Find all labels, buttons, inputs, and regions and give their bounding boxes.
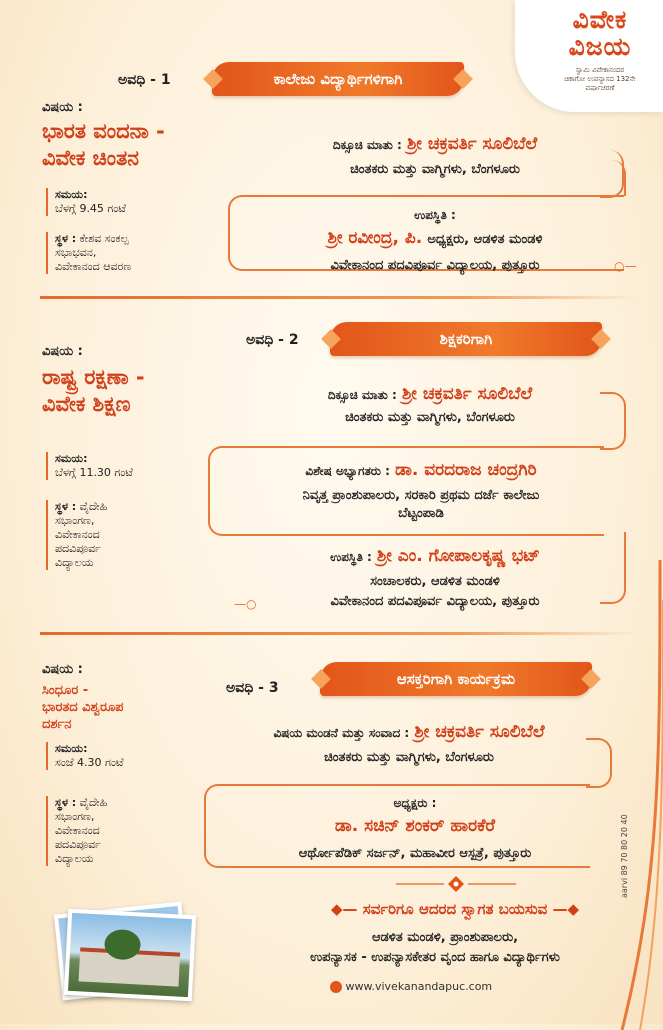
session2-time-value: ಬೆಳಗ್ಗೆ 11.30 ಗಂಟೆ <box>55 466 133 479</box>
session2-speaker2-desc2: ಬೆಟ್ಟಂಪಾಡಿ <box>398 506 444 521</box>
session2-venue-line2: ಸಭಾಂಗಣ, <box>55 514 95 527</box>
session3-venue-line3: ವಿವೇಕಾನಂದ <box>55 824 100 837</box>
session3-topic-line1: ಸಿಂಧೂರ - <box>42 683 89 698</box>
session3-venue-line2: ಸಭಾಂಗಣ, <box>55 810 95 823</box>
session2-venue-line1: ವೈದೇಹಿ <box>79 500 108 513</box>
website-text: www.vivekanandapuc.com <box>345 980 493 993</box>
session1-speaker2 <box>240 228 630 248</box>
welcome-title-text: ಸರ್ವರಿಗೂ ಆದರದ ಸ್ವಾಗತ ಬಯಸುವ <box>362 900 548 918</box>
session3-time-label: ಸಮಯ: <box>55 742 88 755</box>
session3-venue-line4: ಪದವಿಪೂರ್ವ <box>55 838 101 851</box>
session2-speaker3-name: ಶ್ರೀ ಎಂ. ಗೋಪಾಲಕೃಷ್ಣ ಭಟ್ <box>376 546 540 566</box>
session2-speaker3-role: ಉಪಸ್ಥಿತಿ : <box>330 550 372 564</box>
session1-speaker2-desc: ವಿವೇಕಾನಂದ ಪದವಿಪೂರ್ವ ವಿದ್ಯಾಲಯ, ಪುತ್ತೂರು <box>330 258 540 273</box>
session1-venue-line2: ಸಭಾಭವನ, <box>55 246 97 259</box>
logo-sub2: ಚಿಕಾಗೋ ಉಪನ್ಯಾಸದ 132ನೇ <box>564 75 636 83</box>
welcome-line2: ಉಪನ್ಯಾಸಕ - ಉಪನ್ಯಾಸಕೇತರ ವೃಂದ ಹಾಗೂ ವಿದ್ಯಾರ್ಥಿಗಳು <box>310 950 560 965</box>
session3-speaker1-name: ಶ್ರೀ ಚಕ್ರವರ್ತಿ ಸೂಲಿಬೆಲೆ <box>414 722 545 742</box>
session2-speaker3-title: ಸಂಚಾಲಕರು, ಆಡಳಿತ ಮಂಡಳಿ <box>370 574 500 589</box>
session1-label: ಅವಧಿ - 1 <box>118 72 171 88</box>
logo-sub3: ವರ್ಷಾಚರಣೆ <box>585 84 615 92</box>
session3-topic-label: ವಿಷಯ : <box>42 662 83 677</box>
session1-time-label: ಸಮಯ: <box>55 188 88 201</box>
session3-speaker2-role: ಅಧ್ಯಕ್ಷರು : <box>393 796 437 810</box>
session2-speaker2 <box>216 460 626 480</box>
session1-venue-line3: ವಿವೇಕಾನಂದ ಆವರಣ <box>55 260 132 273</box>
session1-speaker1-name: ಶ್ರೀ ಚಕ್ರವರ್ತಿ ಸೂಲಿಬೆಲೆ <box>406 134 538 154</box>
session1-venue-line1: ಕೇಶವ ಸಂಕಲ್ಪ <box>79 232 129 245</box>
session2-time-label: ಸಮಯ: <box>55 452 88 465</box>
section-divider-1 <box>40 296 640 299</box>
session2-venue-line3: ವಿವೇಕಾನಂದ <box>55 528 100 541</box>
session2-speaker2-name: ಡಾ. ವರದರಾಜ ಚಂದ್ರಗಿರಿ <box>395 460 537 480</box>
session3-time-value: ಸಂಜೆ 4.30 ಗಂಟೆ <box>55 756 124 769</box>
session3-venue <box>46 796 107 866</box>
session3-venue-label: ಸ್ಥಳ : <box>55 796 77 809</box>
welcome-left-mark-icon: ◆— <box>330 900 358 918</box>
session3-speaker1-desc: ಚಿಂತಕರು ಮತ್ತು ವಾಗ್ಮಿಗಳು, ಬೆಂಗಳೂರು <box>324 750 494 765</box>
session2-topic-line1: ರಾಷ್ಟ್ರ ರಕ್ಷಣಾ - <box>42 365 145 389</box>
logo <box>515 0 663 112</box>
session3-topic-line2: ಭಾರತದ ವಿಶ್ವರೂಪ <box>42 700 124 715</box>
session2-label: ಅವಧಿ - 2 <box>246 332 299 348</box>
session2-speaker1-name: ಶ್ರೀ ಚಕ್ರವರ್ತಿ ಸೂಲಿಬೆಲೆ <box>401 384 533 404</box>
session1-speaker2-name: ಶ್ರೀ ರವೀಂದ್ರ, ಪಿ. <box>327 228 423 248</box>
session2-speaker2-desc1: ನಿವೃತ್ತ ಪ್ರಾಂಶುಪಾಲರು, ಸರಕಾರಿ ಪ್ರಥಮ ದರ್ಜೆ ಕಾಲೇಜು <box>302 488 540 503</box>
session2-topic <box>42 364 145 418</box>
session2-venue-line5: ವಿದ್ಯಾಲಯ <box>55 556 94 569</box>
session1-time <box>46 188 126 216</box>
logo-subtitle <box>545 66 655 93</box>
session3-time <box>46 742 124 770</box>
session1-venue <box>46 232 131 274</box>
session1-speaker1-role: ದಿಕ್ಸೂಚಿ ಮಾತು : <box>332 138 402 152</box>
session2-banner: ಶಿಕ್ಷಕರಿಗಾಗಿ <box>330 322 602 356</box>
session3-topic <box>42 682 124 733</box>
session1-speaker2-title: ಅಧ್ಯಕ್ಷರು, ಆಡಳಿತ ಮಂಡಳಿ <box>427 232 543 247</box>
session1-speaker1-desc: ಚಿಂತಕರು ಮತ್ತು ವಾಗ್ಮಿಗಳು, ಬೆಂಗಳೂರು <box>350 162 520 177</box>
session3-speaker1-role: ವಿಷಯ ಮಂಡನೆ ಮತ್ತು ಸಂವಾದ : <box>273 726 410 740</box>
welcome-line1: ಆಡಳಿತ ಮಂಡಳಿ, ಪ್ರಾಂಶುಪಾಲರು, <box>371 930 519 945</box>
logo-sub1: ಸ್ವಾಮಿ ವಿವೇಕಾನಂದರ <box>575 66 625 74</box>
session1-time-value: ಬೆಳಗ್ಗೆ 9.45 ಗಂಟೆ <box>55 202 126 215</box>
welcome-title <box>270 900 640 918</box>
logo-line1: ವಿವೇಕ <box>572 5 628 34</box>
globe-icon <box>330 981 342 993</box>
session2-topic-label: ವಿಷಯ : <box>42 344 83 359</box>
session2-speaker1 <box>250 384 610 404</box>
session1-venue-label: ಸ್ಥಳ : <box>55 232 77 245</box>
website[interactable] <box>330 980 492 993</box>
session2-speaker1-desc: ಚಿಂತಕರು ಮತ್ತು ವಾಗ್ಮಿಗಳು, ಬೆಂಗಳೂರು <box>345 410 515 425</box>
logo-title <box>545 6 655 60</box>
session3-venue-line1: ವೈದೇಹಿ <box>79 796 108 809</box>
session2-speaker3 <box>250 546 620 566</box>
session2-arrow-icon: —○ <box>234 597 257 611</box>
session2-venue-label: ಸ್ಥಳ : <box>55 500 77 513</box>
ornament-divider-icon <box>396 874 516 894</box>
session1-topic-label: ವಿಷಯ : <box>42 100 83 115</box>
session3-speaker1 <box>204 722 614 742</box>
session3-venue-line5: ವಿದ್ಯಾಲಯ <box>55 852 94 865</box>
session2-topic-line2: ವಿವೇಕ ಶಿಕ್ಷಣ <box>42 392 131 416</box>
session3-speaker2-name: ಡಾ. ಸಚಿನ್ ಶಂಕರ್ ಹಾರಕೆರೆ <box>334 816 496 836</box>
session2-venue-line4: ಪದವಿಪೂರ್ವ <box>55 542 101 555</box>
session3-topic-line3: ದರ್ಶನ <box>42 717 72 732</box>
session2-venue <box>46 500 107 570</box>
session3-speaker2-desc: ಆರ್ಥೋಪೆಡಿಕ್ ಸರ್ಜನ್, ಮಹಾವೀರ ಆಸ್ಪತ್ರೆ, ಪುತ್ತೂರು <box>298 846 532 861</box>
logo-line2: ವಿಜಯ <box>568 32 632 61</box>
session1-topic-line1: ಭಾರತ ವಂದನಾ - <box>42 119 165 143</box>
session2-speaker3-desc: ವಿವೇಕಾನಂದ ಪದವಿಪೂರ್ವ ವಿದ್ಯಾಲಯ, ಪುತ್ತೂರು <box>330 594 540 609</box>
session2-speaker1-role: ದಿಕ್ಸೂಚಿ ಮಾತು : <box>327 388 397 402</box>
session1-topic <box>42 118 165 172</box>
session2-speaker2-role: ವಿಶೇಷ ಅಭ್ಯಾಗತರು : <box>305 464 390 478</box>
session2-time <box>46 452 133 480</box>
session1-arrow-icon: ○— <box>614 259 637 273</box>
college-photo <box>64 909 196 1002</box>
session1-speaker2-role: ಉಪಸ್ಥಿತಿ : <box>414 208 456 222</box>
session3-label: ಅವಧಿ - 3 <box>226 680 279 696</box>
session3-banner: ಆಸಕ್ತರಿಗಾಗಿ ಕಾರ್ಯಕ್ರಮ <box>320 662 592 696</box>
welcome-right-mark-icon: —◆ <box>552 900 579 918</box>
section-divider-2 <box>40 632 640 635</box>
session1-topic-line2: ವಿವೇಕ ಚಿಂತನ <box>42 146 139 170</box>
session1-banner: ಕಾಲೇಜು ವಿದ್ಯಾರ್ಥಿಗಳಿಗಾಗಿ <box>212 62 464 96</box>
side-credit: aarvi 89 70 80 20 40 <box>620 814 629 898</box>
session1-speaker1 <box>260 134 610 154</box>
